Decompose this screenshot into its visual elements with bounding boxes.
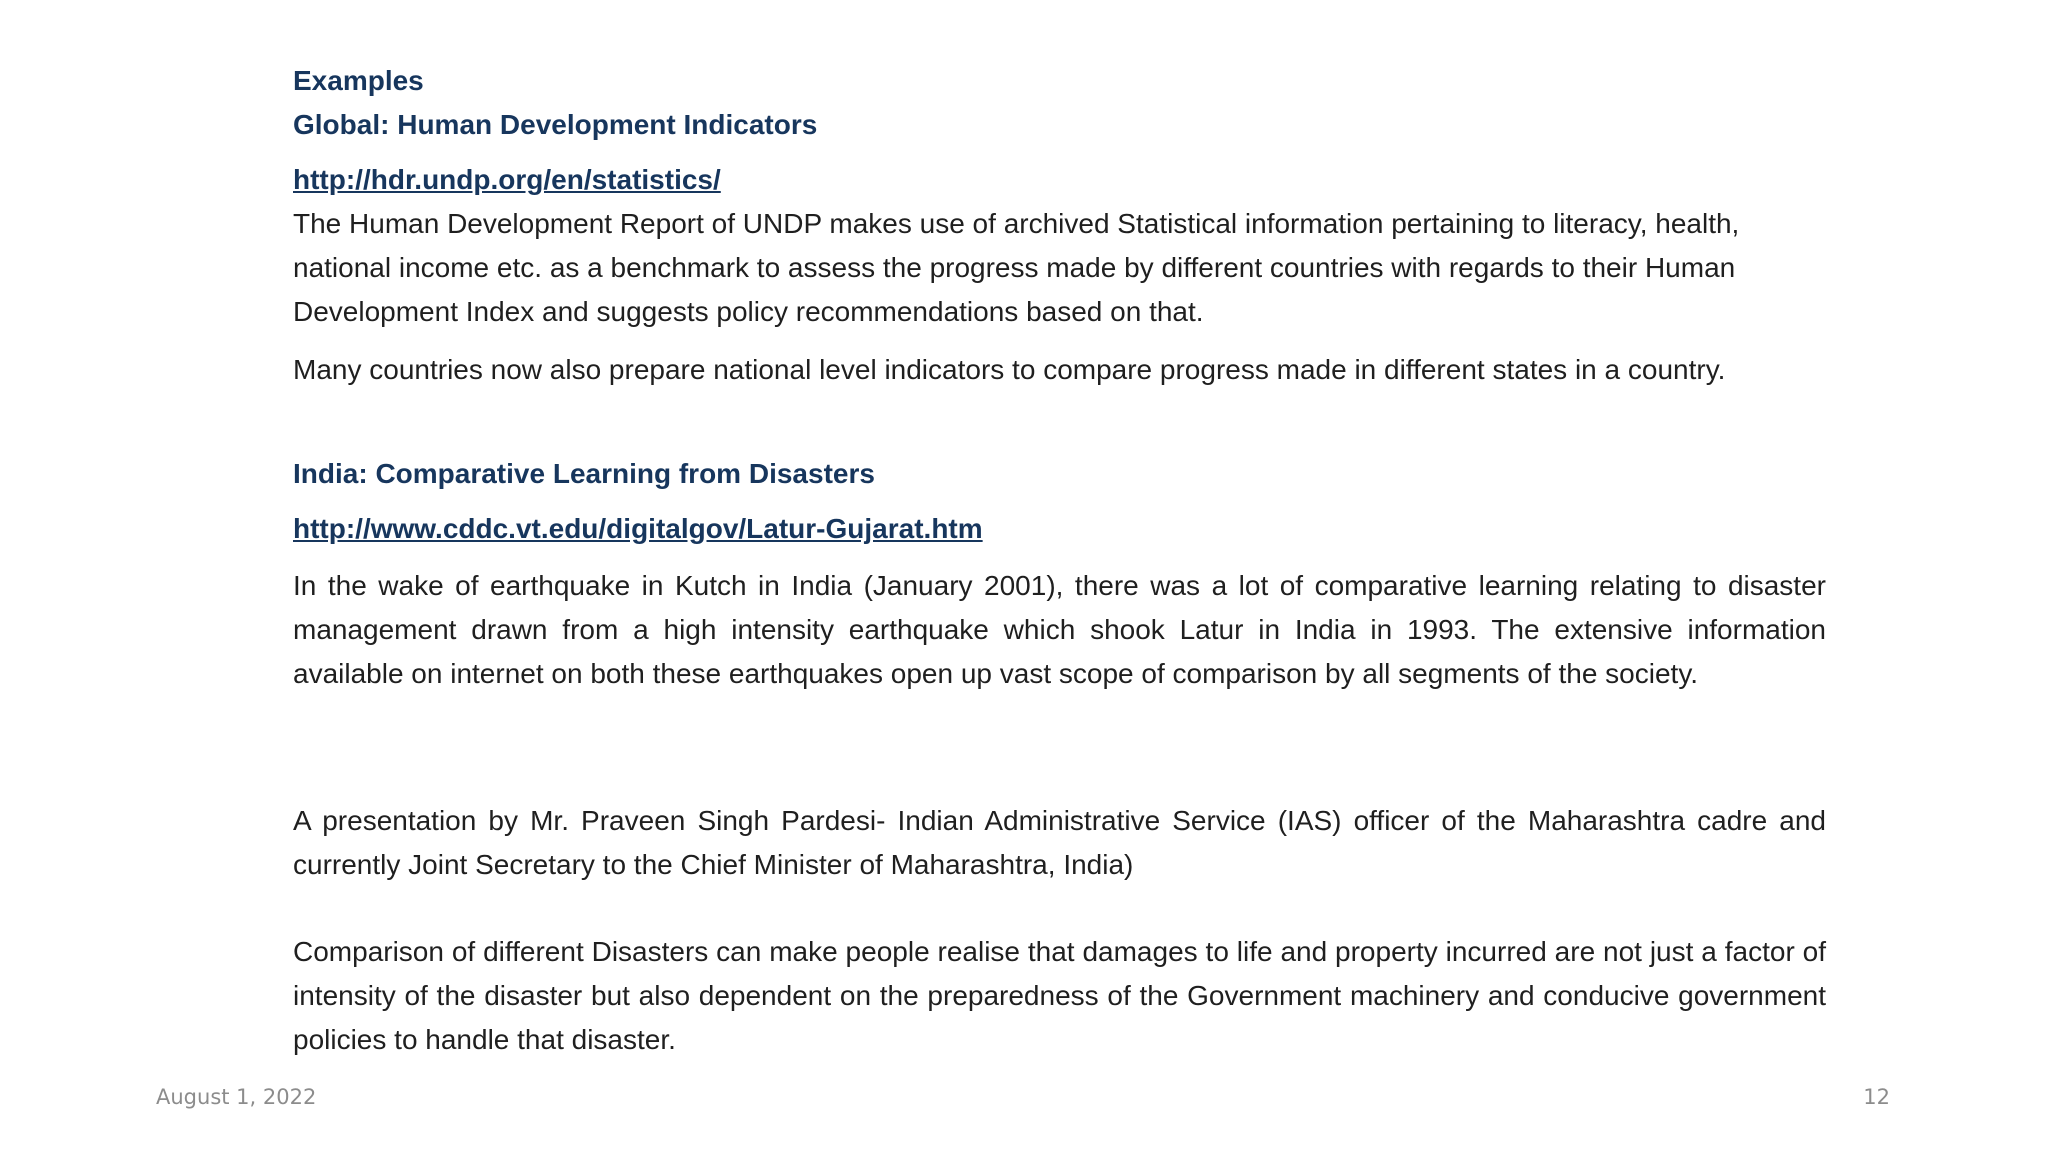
paragraph-kutch-earthquake: In the wake of earthquake in Kutch in India (January 2001), there was a lot of comparative learning relating to disaster management drawn from a high intensity earthquake which shook Latur in India in 1993. The extensive information available on internet on both these earthquakes open up vast scope of comparison by all segments of the society. xyxy=(293,570,1826,689)
paragraph-presentation-credit: A presentation by Mr. Praveen Singh Pardesi- Indian Administrative Service (IAS) officer of the Maharashtra cadre and currently Joint Secretary to the Chief Minister of Maharashtra, India) xyxy=(293,805,1826,880)
link-cddc-latur-gujarat[interactable]: http://www.cddc.vt.edu/digitalgov/Latur-Gujarat.htm xyxy=(293,513,983,544)
heading-india-disasters: India: Comparative Learning from Disasters xyxy=(293,458,875,489)
link-hdr-undp[interactable]: http://hdr.undp.org/en/statistics/ xyxy=(293,164,721,195)
footer-page-number: 12 xyxy=(1863,1085,1890,1109)
heading-global-hdi: Global: Human Development Indicators xyxy=(293,109,818,140)
paragraph-disaster-comparison: Comparison of different Disasters can make people realise that damages to life and property incurred are not just a factor of intensity of the disaster but also dependent on the preparedness of the Government machinery and conducive government policies to handle that disaster. xyxy=(293,936,1826,1055)
paragraph-hdr-description: The Human Development Report of UNDP makes use of archived Statistical information pertaining to literacy, health, national income etc. as a benchmark to assess the progress made by different countries with regards to their Human Development Index and suggests policy recommendations based on that. xyxy=(293,208,1740,327)
heading-examples: Examples xyxy=(293,65,424,96)
footer-date: August 1, 2022 xyxy=(156,1085,317,1109)
paragraph-national-indicators: Many countries now also prepare national level indicators to compare progress made in different states in a country. xyxy=(293,354,1726,385)
